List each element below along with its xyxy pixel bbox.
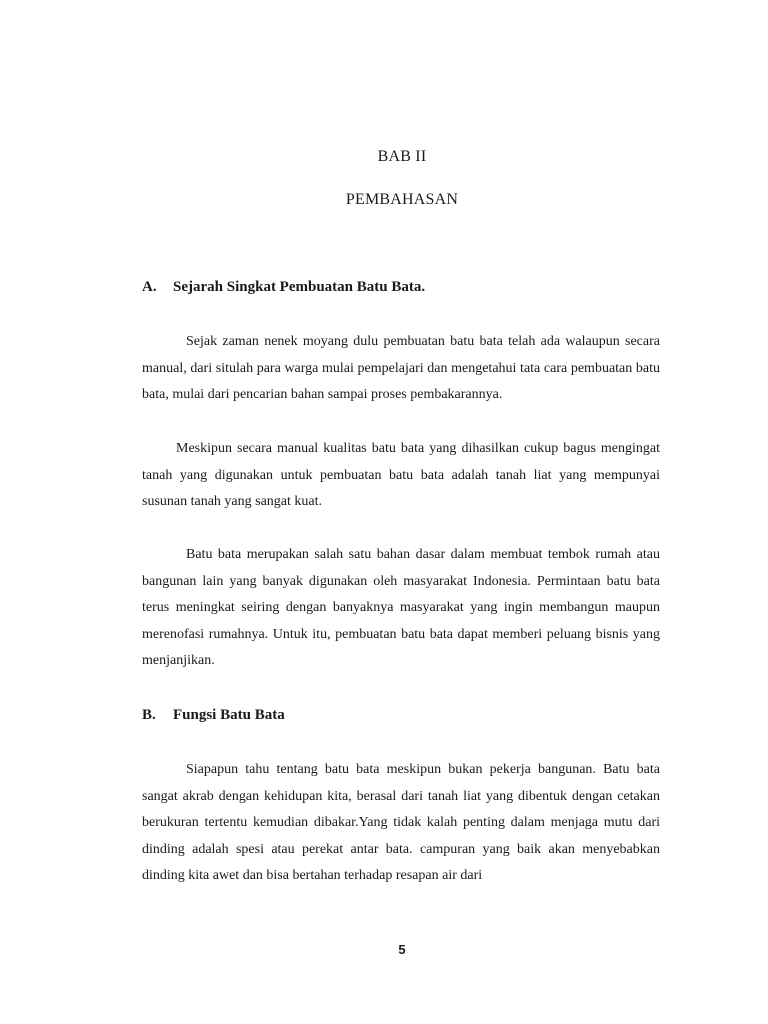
chapter-number: BAB II [377, 148, 427, 165]
section-letter: A. [142, 279, 157, 295]
section-heading-b [142, 707, 285, 724]
section-title: Sejarah Singkat Pembuatan Batu Bata. [173, 279, 426, 295]
paragraph: Meskipun secara manual kualitas batu bata yang dihasilkan cukup bagus mengingat tanah yang digunakan untuk pembuatan batu bata adalah tanah liat yang mempunyai susunan tanah yang sangat kuat. [142, 441, 660, 509]
paragraph: Sejak zaman nenek moyang dulu pembuatan batu bata telah ada walaupun secara manual, dari situlah para warga mulai pempelajari dan mengetahui tata cara pembuatan batu bata, mulai dari pencarian bahan sampai proses pembakarannya. [142, 334, 660, 402]
page-number: 5 [398, 942, 406, 957]
paragraph: Batu bata merupakan salah satu bahan dasar dalam membuat tembok rumah atau bangunan lain yang banyak digunakan oleh masyarakat Indonesia. Permintaan batu bata terus meningkat seiring dengan banyaknya masyarakat yang ingin membangun maupun merenofasi rumahnya. Untuk itu, pembuatan batu bata dapat memberi peluang bisnis yang menjanjikan. [142, 547, 660, 668]
chapter-title: PEMBAHASAN [345, 191, 459, 208]
section-heading-a [142, 279, 425, 296]
paragraph: Siapapun tahu tentang batu bata meskipun bukan pekerja bangunan. Batu bata sangat akrab dengan kehidupan kita, berasal dari tanah liat yang dibentuk dengan cetakan berukuran tertentu kemudian dibakar.Yang tidak kalah penting dalam menjaga mutu dari dinding adalah spesi atau perekat antar bata. campuran yang baik akan menyebabkan dinding kita awet dan bisa bertahan terhadap resapan air dari [142, 762, 660, 883]
section-title: Fungsi Batu Bata [173, 707, 285, 723]
section-letter: B. [142, 707, 156, 723]
